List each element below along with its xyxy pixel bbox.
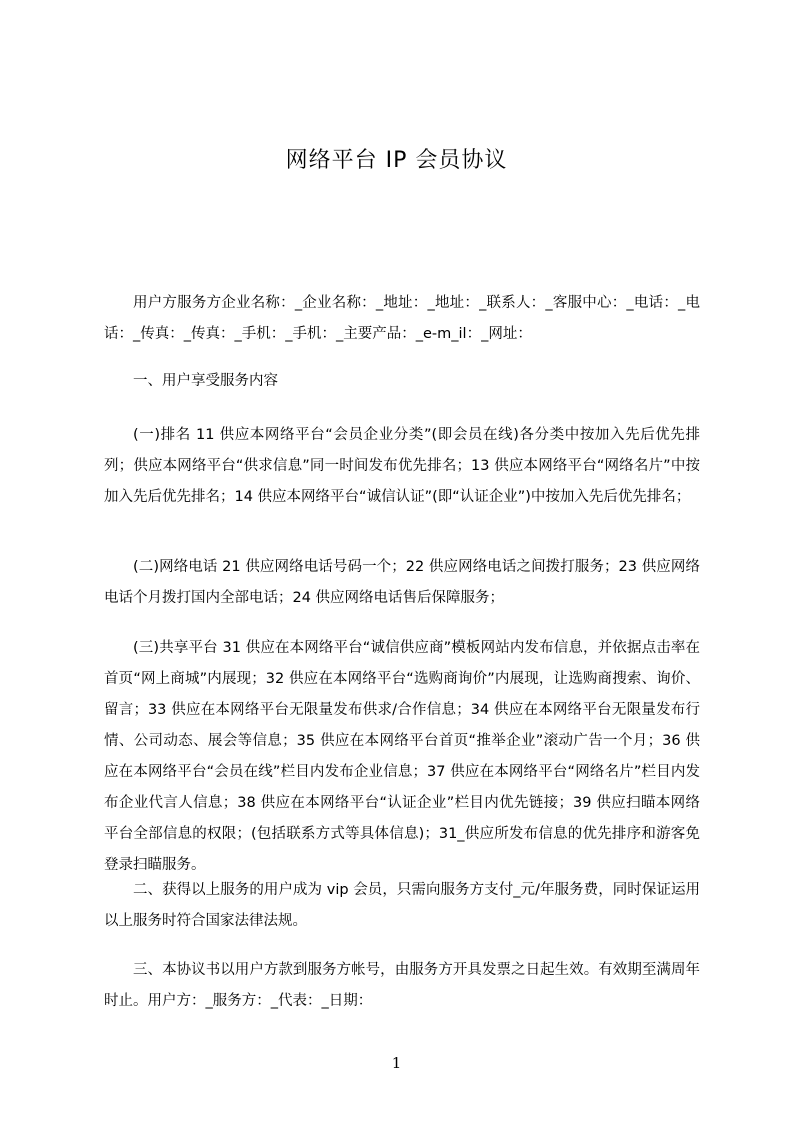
section1-item3: (三)共享平台 31 供应在本网络平台“诚信供应商”模板网站内发布信息，并依据点击率在首页“网上商城”内展现；32 供应在本网络平台“选购商询价”内展现，让选购商搜索、询价、留言；33 供应在本网络平台无限量发布供求/合作信息；34 供应在本网络平台无限量发布行情、公司动态、展会等信息；35 供应在本网络平台首页“推举企业”滚动广告一个月；36 供应在本网络平台“会员在线”栏目内发布企业信息；37 供应在本网络平台“网络名片”栏目内发布企业代言人信息；38 供应在本网络平台“认证企业”栏目内优先链接；39 供应扫瞄本网络平台全部信息的权限；(包括联系方式等具体信息)；31_供应所发布信息的优先排序和游客免登录扫瞄服务。 [104,640,700,873]
document-title: 网络平台 IP 会员协议 [285,148,508,173]
section2-paragraph: 二、获得以上服务的用户成为 vip 会员，只需向服务方支付_元/年服务费，同时保证运用以上服务时符合国家法律法规。 [104,882,700,929]
page-number: 1 [391,1054,402,1072]
section1-heading: 一、用户享受服务内容 [133,373,278,389]
section1-item2: (二)网络电话 21 供应网络电话号码一个；22 供应网络电话之间拨打服务；23 供应网络电话个月拨打国内全部电话；24 供应网络电话售后保障服务； [104,559,700,606]
section1-item1: (一)排名 11 供应本网络平台“会员企业分类”(即会员在线)各分类中按加入先后优先排列；供应本网络平台“供求信息”同一时间发布优先排名；13 供应本网络平台“网络名片”中按加入先后优先排名；14 供应本网络平台“诚信认证”(即“认证企业”)中按加入先后优先排名； [104,427,700,505]
section3-paragraph: 三、本协议书以用户方款到服务方帐号，由服务方开具发票之日起生效。有效期至满周年时止。用户方：_服务方：_代表：_日期： [104,962,700,1009]
intro-paragraph: 用户方服务方企业名称：_企业名称：_地址：_地址：_联系人：_客服中心：_电话：_电话：_传真：_传真：_手机：_手机：_主要产品：_e-m_il：_网址： [104,295,700,342]
